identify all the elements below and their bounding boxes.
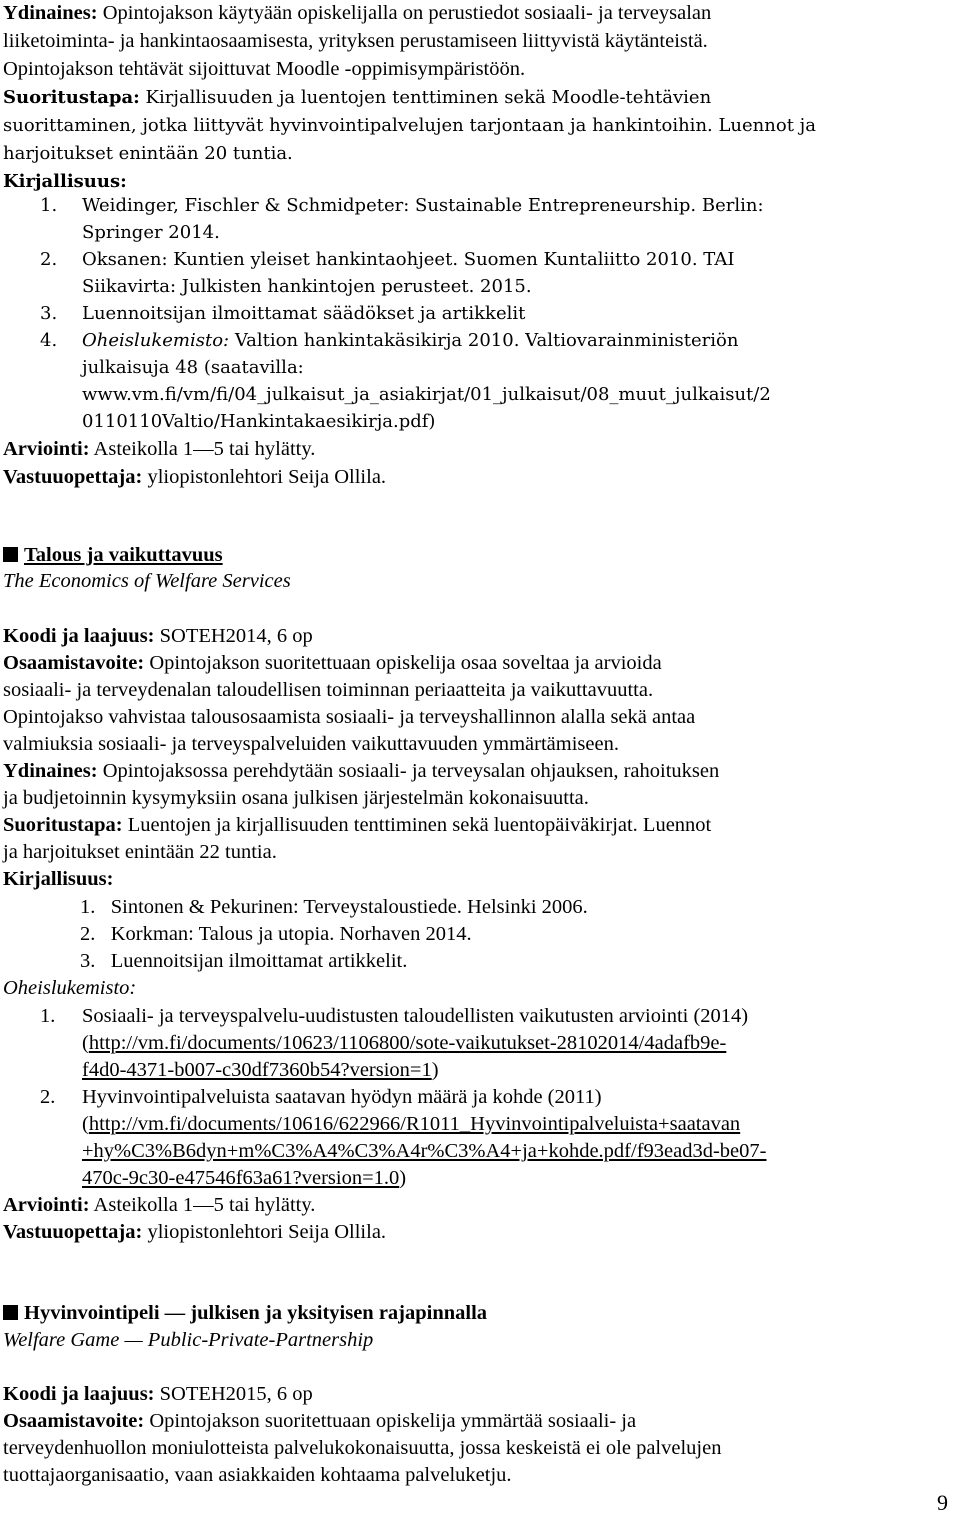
oheislukemisto-heading: Oheislukemisto: bbox=[3, 977, 137, 999]
osaamistavoite-label: Osaamistavoite: bbox=[3, 652, 145, 674]
lit-1-line-2: Springer 2014. bbox=[82, 222, 220, 243]
page-number: 9 bbox=[937, 1490, 948, 1515]
oheis-1-line-1: Sosiaali- ja terveyspalvelu-uudistusten taloudellisten vaikutusten arviointi (2014) bbox=[82, 1005, 749, 1027]
suoritustapa-line-1: Suoritustapa: Luentojen ja kirjallisuuden tenttiminen sekä luentopäiväkirjat. Luennot bbox=[3, 814, 712, 836]
oheislukemisto-label: Oheislukemisto: bbox=[82, 330, 230, 351]
course-subtitle: Welfare Game — Public-Private-Partnership bbox=[3, 1329, 374, 1351]
osaamistavoite-line-2: sosiaali- ja terveydenalan taloudellisen toiminnan periaatteita ja vaikuttavuutta. bbox=[3, 679, 654, 701]
suoritustapa-label: Suoritustapa: bbox=[3, 87, 140, 108]
lit-4-line-2: julkaisuja 48 (saatavilla: bbox=[82, 357, 304, 378]
ydinaines-line-3: Opintojakson tehtävät sijoittuvat Moodle -oppimisympäristöön. bbox=[3, 58, 526, 80]
lit-4-line-3: www.vm.fi/vm/fi/04_julkaisut_ja_asiakirjat/01_julkaisut/08_muut_julkaisut/2 bbox=[82, 384, 771, 405]
oheis-1-number: 1. bbox=[40, 1005, 56, 1027]
lit-2-line-2: Siikavirta: Julkisten hankintojen perusteet. 2015. bbox=[82, 276, 532, 297]
oheis-1-link[interactable]: http://vm.fi/documents/10623/1106800/sote-vaikutukset-28102014/4adafb9e- bbox=[88, 1032, 727, 1054]
osaamistavoite-line-3: Opintojakso vahvistaa talousosaamista sosiaali- ja terveyshallinnon alalla sekä antaa bbox=[3, 706, 696, 728]
course-subtitle: The Economics of Welfare Services bbox=[3, 570, 291, 592]
vastuuopettaja-label: Vastuuopettaja: bbox=[3, 466, 143, 488]
osaamistavoite-line-2: terveydenhuollon moniulotteista palvelukokonaisuutta, jossa keskeistä ei ole palvelujen bbox=[3, 1437, 722, 1459]
suoritustapa-line-2: suorittaminen, jotka liittyvät hyvinvointipalvelujen tarjontaan ja hankintoihin. Luennot ja bbox=[3, 115, 816, 136]
lit-4-line-4: 0110110Valtio/Hankintakaesikirja.pdf) bbox=[82, 411, 436, 432]
oheis-2-line-2: (http://vm.fi/documents/10616/622966/R1011_Hyvinvointipalveluista+saatavan bbox=[82, 1113, 741, 1135]
koodi-label: Koodi ja laajuus: bbox=[3, 1383, 155, 1405]
oheis-2-number: 2. bbox=[40, 1086, 56, 1108]
ydinaines-label: Ydinaines: bbox=[3, 2, 98, 24]
oheis-2-link-cont[interactable]: +hy%C3%B6dyn+m%C3%A4%C3%A4r%C3%A4+ja+kohde.pdf/f93ead3d-be07- bbox=[82, 1140, 767, 1162]
course-heading-hyvinvointipeli bbox=[3, 1300, 487, 1327]
lit-1-number: 1. bbox=[40, 195, 58, 216]
arviointi-line: Arviointi: Asteikolla 1—5 tai hylätty. bbox=[3, 438, 316, 460]
oheis-2-line-4: 470c-9c30-e47546f63a61?version=1.0) bbox=[82, 1167, 407, 1189]
lit-3: 3. Luennoitsijan ilmoittamat artikkelit. bbox=[80, 950, 408, 972]
lit-2: 2. Korkman: Talous ja utopia. Norhaven 2014. bbox=[80, 923, 472, 945]
koodi-line: Koodi ja laajuus: SOTEH2015, 6 op bbox=[3, 1383, 313, 1405]
suoritustapa-line-2: ja harjoitukset enintään 22 tuntia. bbox=[3, 841, 277, 863]
square-bullet-icon bbox=[3, 1305, 18, 1320]
lit-3-number: 3. bbox=[40, 303, 58, 324]
suoritustapa-label: Suoritustapa: bbox=[3, 814, 123, 836]
oheis-2-line-3 bbox=[82, 1138, 766, 1165]
course-title: Hyvinvointipeli — julkisen ja yksityisen rajapinnalla bbox=[24, 1302, 488, 1324]
ydinaines-label: Ydinaines: bbox=[3, 760, 98, 782]
square-bullet-icon bbox=[3, 547, 18, 562]
lit-4-number: 4. bbox=[40, 330, 58, 351]
osaamistavoite-line-3: tuottajaorganisaatio, vaan asiakkaiden kohtaama palveluketju. bbox=[3, 1464, 512, 1486]
oheis-1-line-3: f4d0-4371-b007-c30df7360b54?version=1) bbox=[82, 1059, 439, 1081]
vastuuopettaja-line: Vastuuopettaja: yliopistonlehtori Seija Ollila. bbox=[3, 466, 387, 488]
osaamistavoite-line-1: Osaamistavoite: Opintojakson suoritettuaan opiskelija osaa soveltaa ja arvioida bbox=[3, 652, 662, 674]
koodi-label: Koodi ja laajuus: bbox=[3, 625, 155, 647]
lit-1-line-1: Weidinger, Fischler & Schmidpeter: Sustainable Entrepreneurship. Berlin: bbox=[82, 195, 764, 216]
lit-2-line-1: Oksanen: Kuntien yleiset hankintaohjeet. Suomen Kuntaliitto 2010. TAI bbox=[82, 249, 735, 270]
oheis-1-line-2: (http://vm.fi/documents/10623/1106800/sote-vaikutukset-28102014/4adafb9e- bbox=[82, 1032, 727, 1054]
suoritustapa-line-1: Suoritustapa: Kirjallisuuden ja luentojen tenttiminen sekä Moodle-tehtävien bbox=[3, 87, 712, 108]
vastuuopettaja-line: Vastuuopettaja: yliopistonlehtori Seija Ollila. bbox=[3, 1221, 387, 1243]
ydinaines-line-1: Ydinaines: Opintojakson käytyään opiskelijalla on perustiedot sosiaali- ja terveysalan bbox=[3, 2, 712, 24]
osaamistavoite-line-1: Osaamistavoite: Opintojakson suoritettuaan opiskelija ymmärtää sosiaali- ja bbox=[3, 1410, 637, 1432]
arviointi-label: Arviointi: bbox=[3, 438, 90, 460]
course-title: Talous ja vaikuttavuus bbox=[24, 544, 223, 566]
oheis-2-link-end[interactable]: 470c-9c30-e47546f63a61?version=1.0 bbox=[82, 1167, 400, 1189]
oheis-2-link[interactable]: http://vm.fi/documents/10616/622966/R1011_Hyvinvointipalveluista+saatavan bbox=[88, 1113, 741, 1135]
ydinaines-line-2: liiketoiminta- ja hankintaosaamisesta, yrityksen perustamiseen liittyvistä käytänteistä. bbox=[3, 30, 708, 52]
kirjallisuus-heading: Kirjallisuus: bbox=[3, 171, 127, 192]
kirjallisuus-heading: Kirjallisuus: bbox=[3, 868, 114, 890]
ydinaines-line-1: Ydinaines: Opintojaksossa perehdytään sosiaali- ja terveysalan ohjauksen, rahoituksen bbox=[3, 760, 720, 782]
ydinaines-line-2: ja budjetoinnin kysymyksiin osana julkisen järjestelmän kokonaisuutta. bbox=[3, 787, 589, 809]
arviointi-label: Arviointi: bbox=[3, 1194, 90, 1216]
lit-3-line-1: Luennoitsijan ilmoittamat säädökset ja artikkelit bbox=[82, 303, 526, 324]
lit-1: 1. Sintonen & Pekurinen: Terveystaloustiede. Helsinki 2006. bbox=[80, 896, 588, 918]
arviointi-line: Arviointi: Asteikolla 1—5 tai hylätty. bbox=[3, 1194, 316, 1216]
lit-4-line-1: Oheislukemisto: Valtion hankintakäsikirja 2010. Valtiovarainministeriön bbox=[82, 330, 739, 351]
lit-2-number: 2. bbox=[40, 249, 58, 270]
osaamistavoite-line-4: valmiuksia sosiaali- ja terveyspalveluiden vaikuttavuuden ymmärtämiseen. bbox=[3, 733, 619, 755]
oheis-2-line-1: Hyvinvointipalveluista saatavan hyödyn määrä ja kohde (2011) bbox=[82, 1086, 602, 1108]
vastuuopettaja-label: Vastuuopettaja: bbox=[3, 1221, 143, 1243]
course-heading-talous bbox=[3, 542, 223, 569]
oheis-1-link-cont[interactable]: f4d0-4371-b007-c30df7360b54?version=1 bbox=[82, 1059, 432, 1081]
osaamistavoite-label: Osaamistavoite: bbox=[3, 1410, 145, 1432]
koodi-line: Koodi ja laajuus: SOTEH2014, 6 op bbox=[3, 625, 313, 647]
suoritustapa-line-3: harjoitukset enintään 20 tuntia. bbox=[3, 143, 293, 164]
